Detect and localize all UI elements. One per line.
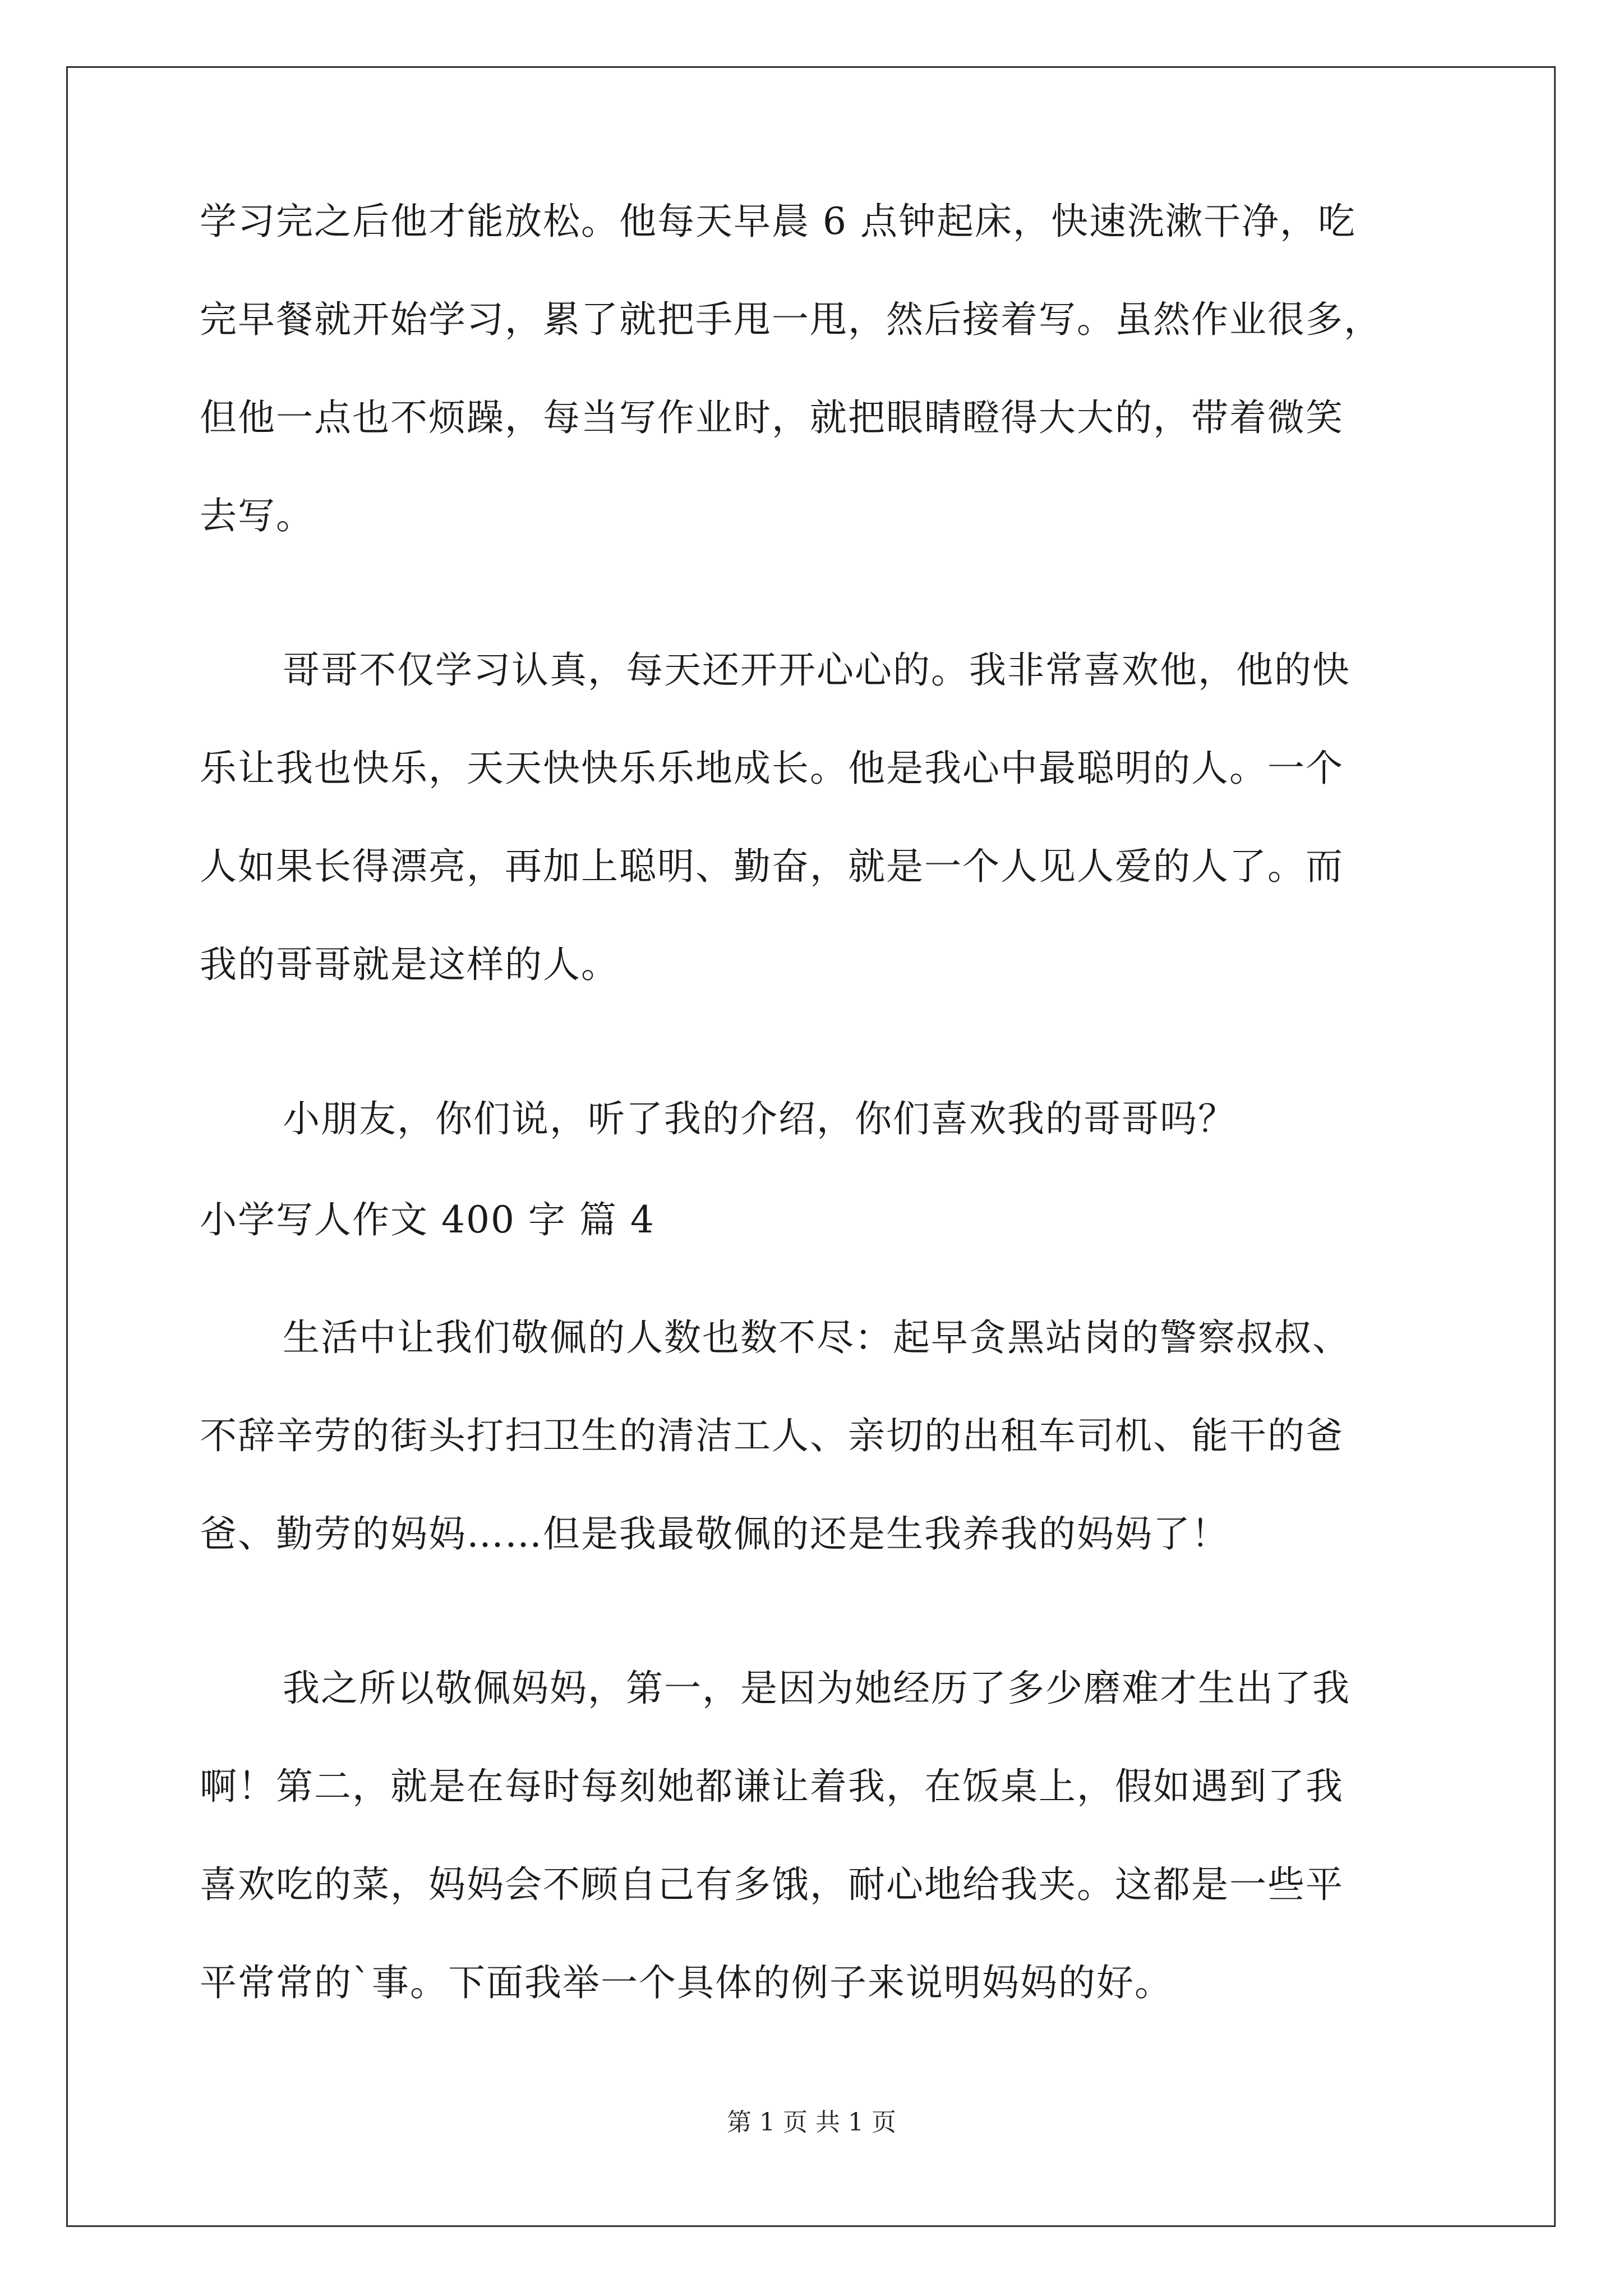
section-heading: 小学写人作文 400 字 篇 4 — [200, 1198, 655, 1241]
section-paragraph-2-line-3: 喜欢吃的菜，妈妈会不顾自己有多饿，耐心地给我夹。这都是一些平 — [200, 1863, 1344, 1906]
paragraph-2-line-4: 我的哥哥就是这样的人。 — [200, 943, 619, 986]
paragraph-2-line-3: 人如果长得漂亮，再加上聪明、勤奋，就是一个人见人爱的人了。而 — [200, 845, 1344, 888]
paragraph-1-line-3: 但他一点也不烦躁，每当写作业时，就把眼睛瞪得大大的，带着微笑 — [200, 396, 1344, 439]
paragraph-1-line-4: 去写。 — [200, 494, 314, 537]
section-paragraph-1-line-1: 生活中让我们敬佩的人数也数不尽：起早贪黑站岗的警察叔叔、 — [283, 1316, 1350, 1359]
section-paragraph-1-line-2: 不辞辛劳的街头打扫卫生的清洁工人、亲切的出租车司机、能干的爸 — [200, 1414, 1344, 1457]
paragraph-3-line-1: 小朋友，你们说，听了我的介绍，你们喜欢我的哥哥吗？ — [283, 1097, 1236, 1140]
paragraph-2-line-2: 乐让我也快乐，天天快快乐乐地成长。他是我心中最聪明的人。一个 — [200, 747, 1344, 790]
page-footer: 第 1 页 共 1 页 — [727, 2108, 896, 2137]
section-paragraph-1-line-3: 爸、勤劳的妈妈……但是我最敬佩的还是生我养我的妈妈了！ — [200, 1512, 1229, 1556]
section-paragraph-2-line-2: 啊！第二，就是在每时每刻她都谦让着我，在饭桌上，假如遇到了我 — [200, 1765, 1344, 1808]
paragraph-1-line-1: 学习完之后他才能放松。他每天早晨 6 点钟起床，快速洗漱干净，吃 — [200, 200, 1356, 243]
section-paragraph-2-line-1: 我之所以敬佩妈妈，第一，是因为她经历了多少磨难才生出了我 — [283, 1667, 1350, 1710]
paragraph-1-line-2: 完早餐就开始学习，累了就把手甩一甩，然后接着写。虽然作业很多， — [200, 298, 1382, 341]
paragraph-2-line-1: 哥哥不仅学习认真，每天还开开心心的。我非常喜欢他，他的快 — [283, 648, 1350, 692]
section-paragraph-2-line-4: 平常常的`事。下面我举一个具体的例子来说明妈妈的好。 — [200, 1961, 1173, 2004]
